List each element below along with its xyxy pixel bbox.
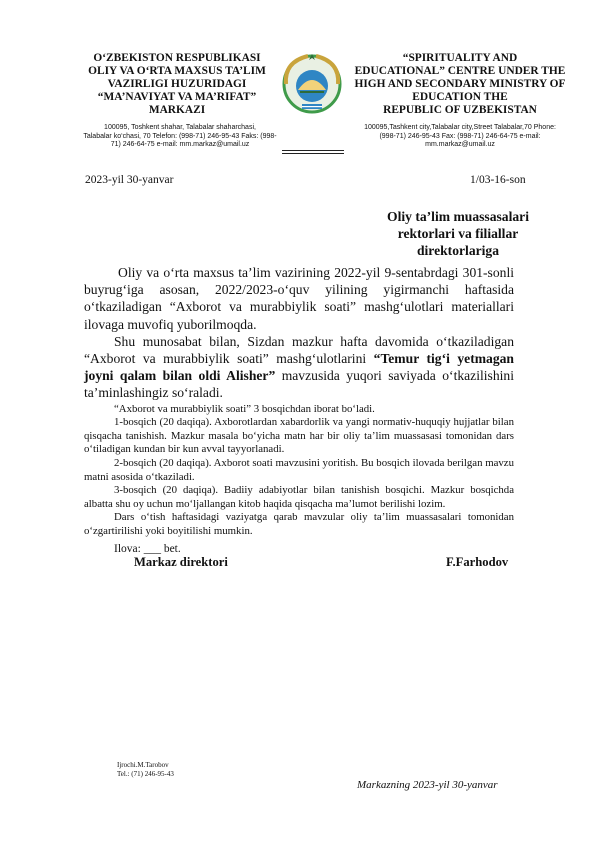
address-right-line: (998-71) 246-95-43 Fax: (998-71) 246-64-75 e-mail: <box>379 132 541 140</box>
document-number: 1/03-16-son <box>470 174 526 186</box>
header-left-line: MARKAZI <box>148 104 206 116</box>
signature-name: F.Farhodov <box>446 555 509 569</box>
state-emblem-icon <box>278 48 346 116</box>
topic-title: “Temur tig‘i yetmagan joyni qalam bilan oldi Alisher” <box>84 351 514 384</box>
body-paragraph-2-start: Shu munosabat bilan, Sizdan mazkur hafta davomida o‘tkaziladigan “Axborot va murabbiylik soati” mashg‘ulotlarini <box>84 333 514 367</box>
header-right <box>341 52 579 117</box>
address-left-line: Talabalar ko‘chasi, 70 Telefon: (998-71) 246-95-43 Faks: (998- <box>83 132 277 140</box>
body-paragraph-1: Oliy va o‘rta maxsus ta’lim vazirining 2022-yil 9-sentabrdagi 301-sonli buyrug‘iga asosan, 2022/2023-o‘quv yilining yigirmanchi haftasida o‘tkaziladigan “Axborot va murabbiylik soati” mashg‘ulotlari materiallari ilovaga muvofiq yuborilmoqda. <box>84 265 514 332</box>
address-right <box>340 124 580 150</box>
body-paragraph-2-end: mavzusida yuqori saviyada o‘tkazilishini ta’minlashingiz so‘raladi. <box>84 368 514 401</box>
header-right-line: EDUCATIONAL” CENTRE UNDER THE <box>354 65 566 77</box>
executor-info <box>117 761 174 779</box>
addressee-line: rektorlari va filiallar <box>397 226 519 241</box>
address-right-line: 100095,Tashkent city,Talabalar city,Street Talabalar,70 Phone: <box>364 124 556 131</box>
stage-3: 3-bosqich (20 daqiqa). Badiiy adabiyotlar bilan tanishish bosqichi. Mazkur bosqichda albatta shu oy uchun mo‘ljallangan kitob haqida qisqacha ma’lumot berilishi lozim. <box>84 484 514 510</box>
executor-name: Ijrochi.M.Tarobov <box>117 761 169 769</box>
addressee-block <box>376 208 540 259</box>
body-paragraph-2 <box>84 333 514 402</box>
address-left-line: 71) 246-64-75 e-mail: mm.markaz@umail.uz <box>110 141 250 149</box>
addressee-line: Oliy ta’lim muassasalari <box>387 209 529 224</box>
signature-title: Markaz direktori <box>134 555 228 569</box>
header-right-line: REPUBLIC OF UZBEKISTAN <box>383 104 537 116</box>
state-emblem <box>278 48 346 116</box>
address-left <box>64 124 296 150</box>
stage-1: 1-bosqich (20 daqiqa). Axborotlardan xabardorlik va yangi normativ-huquqiy hujjatlar bilan qisqacha tanishish. Mazkur masala bo‘yicha matn har bir oliy ta’lim muassasasi tomonidan dars o‘tiladigan kundan bir kun avval tayyorlanadi. <box>84 416 514 456</box>
header-right-line: HIGH AND SECONDARY MINISTRY OF <box>354 78 566 90</box>
topic-change-note: Dars o‘tish haftasidagi vaziyatga qarab mavzular oliy ta’lim muassasalari tomonidan o‘zgartirilishi yoki boyitilishi mumkin. <box>84 511 514 537</box>
header-left-line: O‘ZBEKISTON RESPUBLIKASI <box>93 52 261 64</box>
header-divider-thin <box>282 153 344 154</box>
header-right-line: EDUCATION THE <box>412 91 508 103</box>
stage-2: 2-bosqich (20 daqiqa). Axborot soati mavzusini yoritish. Bu bosqich ilovada berilgan mavzu matni asosida o‘tkaziladi. <box>84 457 514 483</box>
stages-intro: “Axborot va murabbiylik soati” 3 bosqichdan iborat bo‘ladi. <box>114 402 375 415</box>
document-date: 2023-yil 30-yanvar <box>85 174 174 186</box>
header-left-line: OLIY VA O‘RTA MAXSUS TA’LIM <box>88 65 266 77</box>
header-right-line: “SPIRITUALITY AND <box>402 52 518 64</box>
header-left-line: “MA’NAVIYAT VA MA’RIFAT” <box>97 91 257 103</box>
attachment-note: Ilova: ___ bet. <box>114 542 181 555</box>
footer-date: Markazning 2023-yil 30-yanvar <box>357 779 498 791</box>
address-right-line: mm.markaz@umail.uz <box>425 141 495 149</box>
letter-body <box>84 264 514 556</box>
address-left-line: 100095, Toshkent shahar, Talabalar shaharchasi, <box>104 124 256 131</box>
addressee-line: direktorlariga <box>416 243 500 258</box>
header-left <box>72 52 282 117</box>
header-left-line: VAZIRLIGI HUZURIDAGI <box>107 78 247 90</box>
header-divider <box>282 150 344 151</box>
executor-phone: Tel.: (71) 246-95-43 <box>117 770 174 778</box>
